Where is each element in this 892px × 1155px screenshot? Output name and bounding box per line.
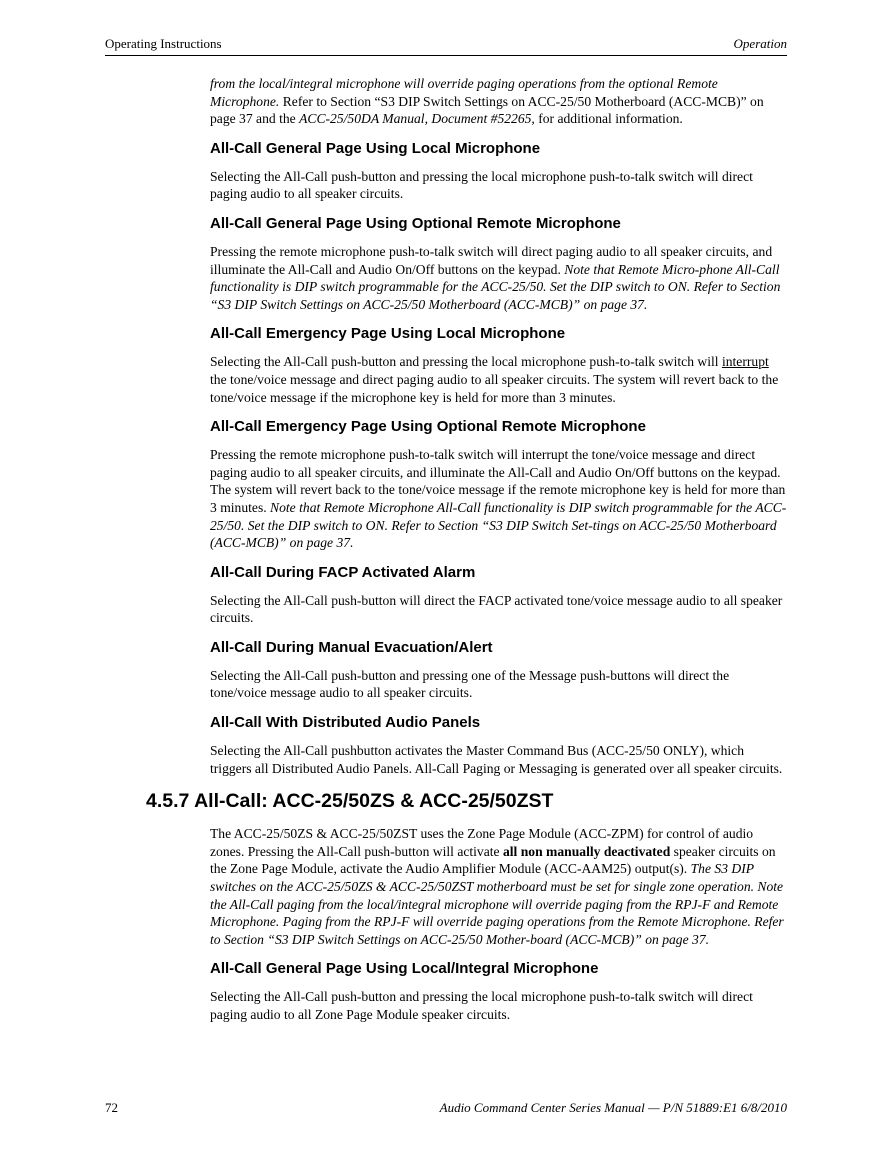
heading-emergency-page-remote: All-Call Emergency Page Using Optional Remote Microphone <box>210 418 646 436</box>
para-general-page-local: Selecting the All-Call push-button and pressing the local microphone push-to-talk switch will direct paging audio to all speaker circuits. <box>210 168 753 202</box>
heading-emergency-page-local: All-Call Emergency Page Using Local Microphone <box>210 325 566 343</box>
heading-general-page-local-integral: All-Call General Page Using Local/Integral Microphone <box>210 960 599 978</box>
intro-text-2: for additional information. <box>534 111 683 127</box>
header-rule <box>105 55 787 56</box>
text-zs-1: The ACC-25/50ZS & ACC-25/50ZST uses the Zone Page Module (ACC-ZPM) for control of audio zones. Pressing the All-Call push-button will activate <box>210 826 754 859</box>
text-emergency-local-2: the tone/voice message and direct paging audio to all speaker circuits. The system will revert back to the tone/voice message if the microphone key is held for more than 3 minutes. <box>210 371 779 405</box>
para-manual-evacuation: Selecting the All-Call push-button and pressing one of the Message push-buttons will direct the tone/voice message audio to all speaker circuits. <box>210 667 730 701</box>
section-heading-4-5-7: 4.5.7 All-Call: ACC-25/50ZS & ACC-25/50ZST <box>146 790 554 813</box>
page-header <box>105 36 787 56</box>
page-content <box>146 75 788 1036</box>
intro-paragraph <box>210 75 788 128</box>
heading-general-page-remote: All-Call General Page Using Optional Remote Microphone <box>210 214 621 232</box>
text-zs-2: speaker circuits on the Zone Page Module, activate the Audio Amplifier Module (ACC-AAM25) output(s). <box>210 843 776 877</box>
intro-text-1: Refer to Section “S3 DIP Switch Settings on ACC-25/50 Motherboard (ACC-MCB)” on page 37 and the <box>210 93 764 127</box>
para-emergency-page-remote <box>210 446 788 552</box>
heading-manual-evacuation: All-Call During Manual Evacuation/Alert <box>210 638 493 656</box>
para-distributed-audio: Selecting the All-Call pushbutton activates the Master Command Bus (ACC-25/50 ONLY), which triggers all Distributed Audio Panels. All-Call Paging or Messaging is generated over all speaker circuits. <box>210 743 783 776</box>
underlined-interrupt: interrupt <box>721 354 769 370</box>
heading-distributed-audio: All-Call With Distributed Audio Panels <box>210 714 481 732</box>
header-right: Operation <box>733 36 787 51</box>
text-general-page-remote: Pressing the remote microphone push-to-talk switch will direct paging audio to all speaker circuits, and illuminate the All-Call and Audio On/Off buttons on the keypad. <box>210 243 773 277</box>
italic-emergency-remote: Note that Remote Microphone All-Call functionality is DIP switch programmable for the ACC-25/50. Set the DIP switch to ON. Refer to Section “S3 DIP Switch Set-tings on ACC-25/50 Motherboard (ACC-MCB)” on page 37. <box>210 499 787 551</box>
bold-non-manually-deactivated: all non manually deactivated <box>502 843 671 859</box>
para-facp-alarm: Selecting the All-Call push-button will direct the FACP activated tone/voice message audio to all speaker circuits. <box>210 592 783 626</box>
para-section-4-5-7 <box>210 825 788 948</box>
para-emergency-page-local <box>210 353 788 406</box>
italic-zs: The S3 DIP switches on the ACC-25/50ZS & ACC-25/50ZST motherboard must be set for single zone operation. Note the All-Call paging from the local/integral microphone will override paging from the RPJ-F and Remote Microphone. Paging from the RPJ-F will override paging operations from the Remote Microphone. Refer to Section “S3 DIP Switch Settings on ACC-25/50 Mother-board (ACC-MCB)” on page 37. <box>210 861 784 947</box>
header-left: Operating Instructions <box>105 36 222 51</box>
text-emergency-remote: Pressing the remote microphone push-to-talk switch will interrupt the tone/voice message and direct paging audio to all speaker circuits, and illuminate the All-Call and Audio On/Off buttons on the keypad. The system will revert back to the tone/voice message if the remote microphone key is held for more than 3 minutes. <box>210 447 786 515</box>
intro-italic-2: ACC-25/50DA Manual, Document #52265, <box>299 111 535 127</box>
para-general-page-remote <box>210 243 788 313</box>
intro-italic-1: from the local/integral microphone will override paging operations from the optional Remote Microphone. <box>210 76 718 109</box>
text-emergency-local-1: Selecting the All-Call push-button and pressing the local microphone push-to-talk switch will <box>210 354 722 370</box>
heading-facp-alarm: All-Call During FACP Activated Alarm <box>210 563 476 581</box>
italic-general-page-remote: Note that Remote Micro-phone All-Call functionality is DIP switch programmable for the ACC-25/50. Set the DIP switch to ON. Refer to Section “S3 DIP Switch Settings on ACC-25/50 Motherboard (ACC-MCB)” on page 37. <box>210 261 781 312</box>
footer-title: Audio Command Center Series Manual — P/N 51889:E1 6/8/2010 <box>439 1100 787 1115</box>
page-number: 72 <box>105 1100 118 1115</box>
heading-general-page-local: All-Call General Page Using Local Microphone <box>210 139 541 157</box>
para-general-page-local-integral: Selecting the All-Call push-button and pressing the local microphone push-to-talk switch will direct paging audio to all Zone Page Module speaker circuits. <box>210 989 753 1022</box>
